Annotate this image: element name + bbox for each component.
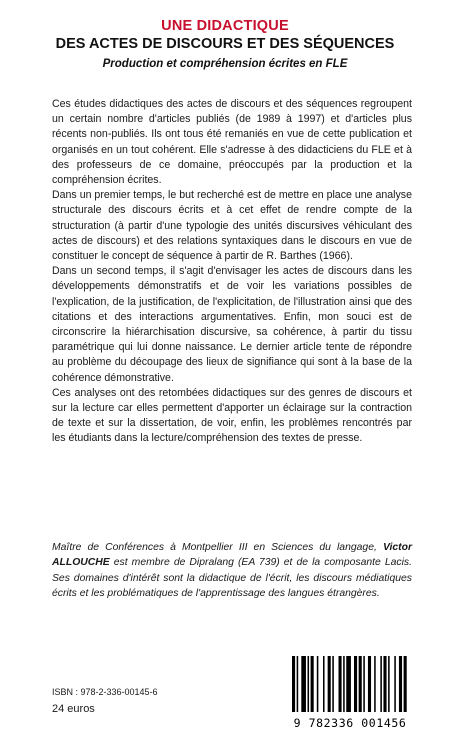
barcode-bar <box>346 656 351 712</box>
paragraph-2: Dans un premier temps, le but recherché est de mettre en place une analyse structurale des discours écrits et à cet effet de rendre compte de la structuration (à partir d'une typologie des unités discursives véhiculant des actes de discours) et des relations syntaxiques dans le discours en vue de constituer le concept de séquence à partir de R. Barthes (1966). <box>52 189 412 263</box>
barcode-number: 9 782336 001456 <box>293 716 407 730</box>
barcode-bar <box>328 656 331 712</box>
barcode-bars <box>286 654 414 716</box>
barcode-bar <box>297 656 299 712</box>
author-bio-intro: Maître de Conférences à Montpellier III en Sciences du langage, <box>52 542 383 553</box>
barcode-bar <box>311 656 314 712</box>
barcode-bar <box>354 656 357 712</box>
barcode-bar <box>308 656 310 712</box>
paragraph-3: Dans un second temps, il s'agit d'envisager les actes de discours dans les développements démonstratifs et de voir les variations possibles de l'explication, de la justification, de l'explicitation, de l'illustration ainsi que des citations et des interactions argumentatives. Enfin, mon souci est de circonscrire la hiérarchisation discursive, sa cohérence, à partir du tissu paramétrique qui lui donne naissance. Le dernier article tente de répondre au problème du découpage des lieux de signifiance qui sont à la base de la cohérence démonstrative. <box>52 265 412 384</box>
barcode-bar <box>363 656 365 712</box>
author-bio-rest: est membre de Dipralang (EA 739) et de la composante Lacis. Ses domaines d'intérêt sont la didactique de l'écrit, les discours médiatiques écrits et les problématiques de l'apprentissage des langues étrangères. <box>52 557 412 599</box>
barcode-bar <box>374 656 376 712</box>
barcode-bar <box>380 656 382 712</box>
paragraph-4: Ces analyses ont des retombées didactiques sur des genres de discours et sur la lecture car elles permettent d'apporter un éclairage sur la contraction de texte et sur la dissertation, de voir, enfin, les problèmes rencontrés par les étudiants dans la lecture/compréhension des textes de presse. <box>52 386 412 445</box>
barcode-bar <box>359 656 362 712</box>
barcode-bar <box>394 656 396 712</box>
isbn: ISBN : 978-2-336-00145-6 <box>52 687 158 697</box>
author-bio <box>52 540 412 601</box>
barcode-bar <box>383 656 386 712</box>
barcode-bar <box>368 656 371 712</box>
author-name: Victor ALLOUCHE <box>52 542 412 569</box>
barcode-bar <box>404 656 407 712</box>
barcode <box>286 654 414 736</box>
barcode-bar <box>323 656 325 712</box>
back-cover-text <box>52 97 412 447</box>
barcode-bar <box>292 656 295 712</box>
barcode-bar <box>301 656 306 712</box>
barcode-bar <box>388 656 390 712</box>
barcode-bar <box>399 656 402 712</box>
paragraph-1: Ces études didactiques des actes de discours et des séquences regroupent un certain nombre d'articles publiés (de 1989 à 1997) et d'articles plus récents non-publiés. Ils ont tous été remaniés en vue de cette publication et organisés en un tout cohérent. Elle s'adresse à des didacticiens du FLE et à des professeurs de ce domaine, préoccupés par la production et la compréhension écrites. <box>52 98 412 187</box>
barcode-bar <box>343 656 345 712</box>
barcode-bar <box>332 656 334 712</box>
title-line-1: UNE DIDACTIQUE <box>161 18 289 34</box>
barcode-bar <box>339 656 342 712</box>
title-line-2: DES ACTES DE DISCOURS ET DES SÉQUENCES <box>55 36 395 52</box>
price: 24 euros <box>52 703 95 715</box>
barcode-bar <box>317 656 319 712</box>
subtitle: Production et compréhension écrites en FLE <box>102 58 348 70</box>
